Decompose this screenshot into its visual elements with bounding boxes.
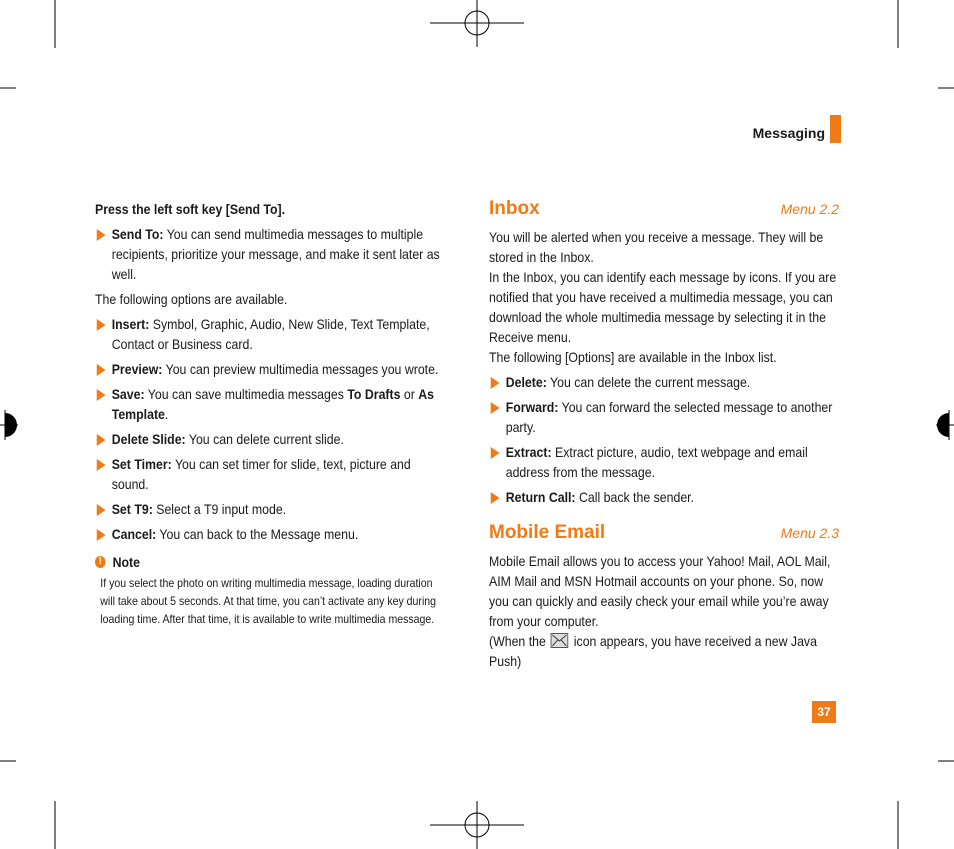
envelope-icon — [551, 633, 569, 648]
mobile-email-title: Mobile Email — [489, 522, 606, 543]
bullet-arrow-icon — [97, 459, 106, 471]
bullet-arrow-icon — [97, 529, 106, 541]
list-item-delete-slide: Delete Slide: You can delete current slide. — [95, 429, 445, 449]
list-item-cancel: Cancel: You can back to the Message menu. — [95, 524, 445, 544]
list-item-forward: Forward: You can forward the selected message to another party. — [489, 397, 839, 437]
mobile-email-paragraph-2: (When the icon appears, you have received a new Java Push) — [489, 633, 817, 669]
bullet-arrow-icon — [97, 364, 106, 376]
note-text: If you select the photo on writing multimedia message, loading duration will take about 5 seconds. At that time, you can’t activate any key during loading time. After that time, it is available to write multimedia message. — [100, 576, 437, 626]
note-heading — [95, 552, 445, 572]
list-item-send-to: Send To: You can send multimedia messages to multiple recipients, prioritize your message, and make it sent later as well. — [95, 224, 445, 284]
page-number: 37 — [812, 701, 836, 723]
exclamation-icon: ! — [95, 556, 106, 568]
bullet-arrow-icon — [491, 447, 500, 459]
right-column — [489, 199, 839, 671]
bullet-arrow-icon — [97, 504, 106, 516]
inbox-paragraph-2: In the Inbox, you can identify each message by icons. If you are notified that you have received a multimedia message, you can download the whole multimedia message by selecting it in the Receive menu. — [489, 269, 837, 345]
inbox-title: Inbox — [489, 198, 540, 219]
bullet-arrow-icon — [491, 492, 500, 504]
mobile-email-paragraph-1: Mobile Email allows you to access your Yahoo! Mail, AOL Mail, AIM Mail and MSN Hotmail accounts on your phone. So, now you can quickly and easily check your email while you’re away from your computer. — [489, 553, 831, 629]
note-title: Note — [112, 554, 140, 570]
list-item-delete: Delete: You can delete the current message. — [489, 372, 839, 392]
left-column — [95, 199, 445, 628]
inbox-menu-ref: Menu 2.2 — [780, 201, 839, 217]
bullet-arrow-icon — [97, 319, 106, 331]
lead-instruction: Press the left soft key [Send To]. — [95, 201, 286, 217]
list-item-save: Save: You can save multimedia messages To Drafts or As Template. — [95, 384, 445, 424]
list-item-preview: Preview: You can preview multimedia messages you wrote. — [95, 359, 445, 379]
list-item-insert: Insert: Symbol, Graphic, Audio, New Slide, Text Template, Contact or Business card. — [95, 314, 445, 354]
inbox-paragraph-3: The following [Options] are available in the Inbox list. — [489, 349, 777, 365]
inbox-heading — [489, 199, 839, 219]
list-item-set-t9: Set T9: Select a T9 input mode. — [95, 499, 445, 519]
list-item-set-timer: Set Timer: You can set timer for slide, text, picture and sound. — [95, 454, 445, 494]
bullet-arrow-icon — [97, 229, 106, 241]
bullet-arrow-icon — [97, 389, 106, 401]
mobile-email-menu-ref: Menu 2.3 — [780, 525, 839, 541]
section-header-label: Messaging — [752, 125, 825, 141]
options-intro: The following options are available. — [95, 291, 288, 307]
list-item-extract: Extract: Extract picture, audio, text webpage and email address from the message. — [489, 442, 839, 482]
list-item-return-call: Return Call: Call back the sender. — [489, 487, 839, 507]
mobile-email-heading — [489, 523, 839, 543]
section-tab-marker — [830, 115, 841, 143]
bullet-arrow-icon — [491, 402, 500, 414]
inbox-paragraph-1: You will be alerted when you receive a message. They will be stored in the Inbox. — [489, 229, 824, 265]
bullet-arrow-icon — [491, 377, 500, 389]
bullet-arrow-icon — [97, 434, 106, 446]
